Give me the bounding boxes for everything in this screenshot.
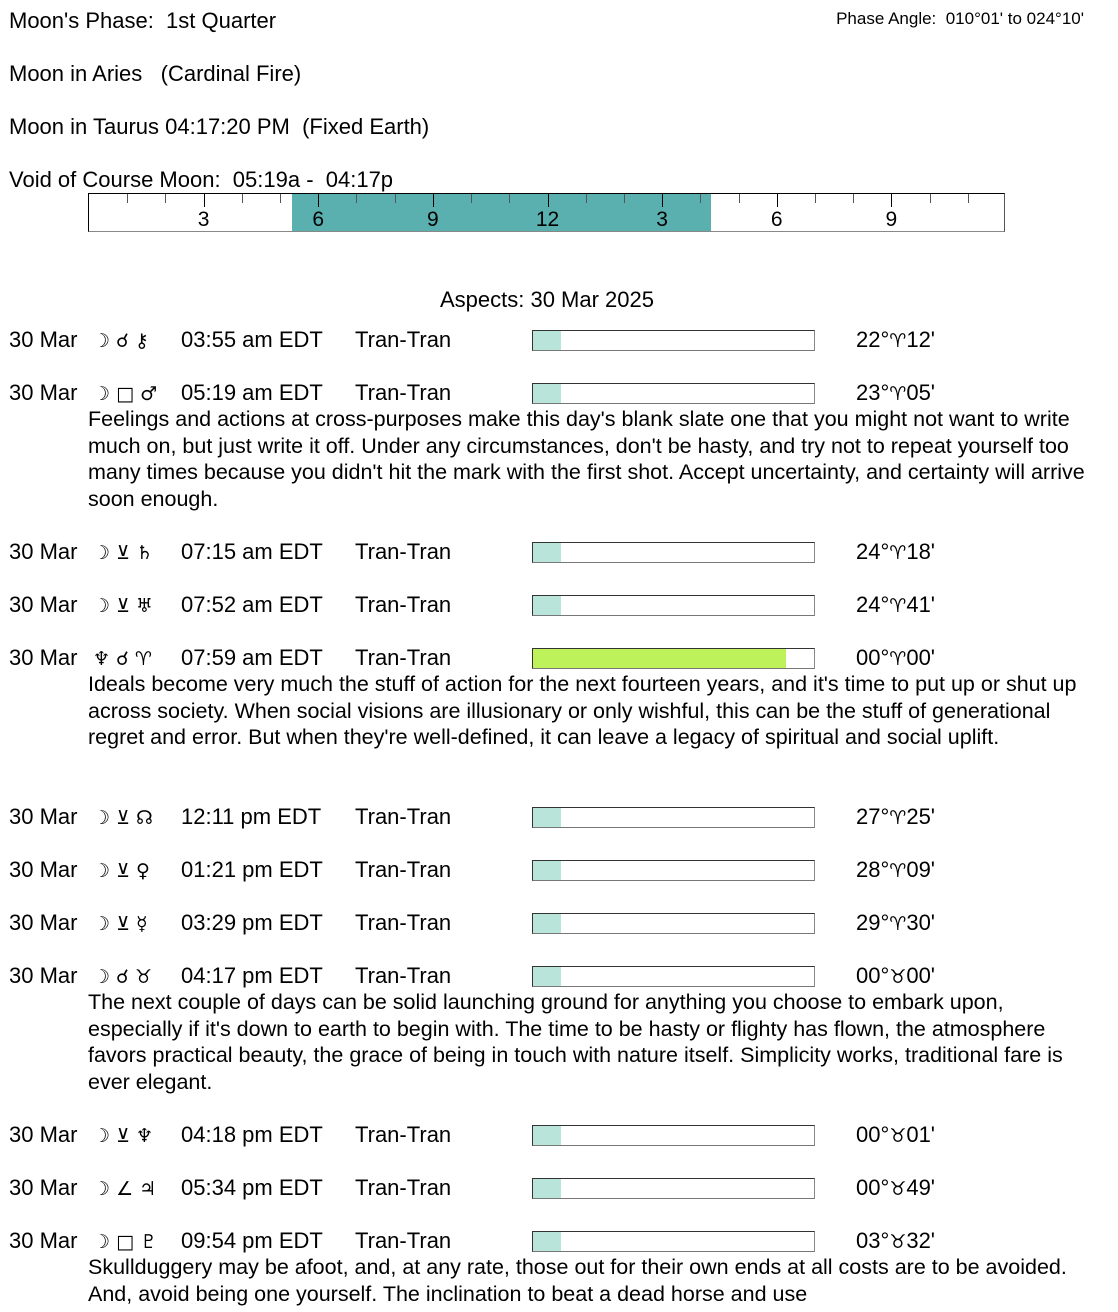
aspect-strength-fill [533, 808, 561, 827]
position-degrees: 24° [856, 592, 890, 617]
timeline-tick [891, 194, 892, 207]
aspect-strength-fill [533, 914, 561, 933]
aspect-type: Tran-Tran [355, 327, 452, 352]
moon-sign-label: Moon in Aries (Cardinal Fire) [9, 61, 302, 86]
aspect-strength-bar [532, 860, 815, 881]
position-degrees: 22° [856, 327, 890, 352]
zodiac-sign-icon: ♈ [889, 913, 907, 935]
aspect-position [856, 1175, 935, 1201]
position-degrees: 23° [856, 380, 890, 405]
aspect-strength-bar [532, 542, 815, 563]
aspect-position [856, 539, 935, 565]
aspect-date: 30 Mar [9, 539, 78, 564]
timeline-tick [624, 194, 625, 203]
timeline-hour-label: 3 [656, 208, 668, 231]
aspect-strength-fill [533, 649, 786, 668]
timeline-tick [433, 194, 434, 207]
aspect-strength-bar [532, 595, 815, 616]
zodiac-sign-icon: ♉ [889, 1231, 907, 1253]
timeline-tick [586, 194, 587, 203]
timeline-hour-label: 6 [770, 208, 783, 231]
position-degrees: 00° [856, 1175, 890, 1200]
position-degrees: 27° [856, 804, 890, 829]
aspect-description: The next couple of days can be solid launching ground for anything you choose to embark upon, especially if it's down to earth to begin with. The time to be hasty or flighty has flown, the atmosphere favors practical beauty, the grace of being in touch with nature itself. Simplicity works, traditional fare is ever elegant. [88, 990, 1063, 1094]
aspect-position [856, 857, 935, 883]
position-minutes: 01' [906, 1122, 935, 1147]
aspect-type: Tran-Tran [355, 1122, 452, 1147]
position-minutes: 05' [906, 380, 935, 405]
aspect-type: Tran-Tran [355, 380, 452, 405]
timeline-tick [548, 194, 549, 207]
aspect-strength-fill [533, 384, 561, 403]
aspect-strength-fill [533, 861, 561, 880]
aspect-type: Tran-Tran [355, 804, 452, 829]
aspect-position [856, 963, 935, 989]
aspect-position [856, 327, 935, 353]
timeline-tick [968, 194, 969, 203]
timeline-tick [127, 194, 128, 203]
aspect-date: 30 Mar [9, 804, 78, 829]
aspect-glyphs-icon: ☽ ☌ ⚷ [93, 330, 149, 352]
aspect-strength-fill [533, 967, 561, 986]
timeline-tick [777, 194, 778, 207]
aspect-strength-bar [532, 383, 815, 404]
aspect-position [856, 1228, 935, 1254]
timeline-hour-label: 12 [535, 208, 560, 231]
zodiac-sign-icon: ♈ [889, 542, 907, 564]
aspect-glyphs-icon: ♆ ☌ ♈ [93, 648, 152, 670]
timeline-tick [395, 194, 396, 203]
aspect-time: 05:34 pm EDT [181, 1175, 323, 1200]
aspect-type: Tran-Tran [355, 910, 452, 935]
aspect-strength-bar [532, 807, 815, 828]
aspect-time: 04:18 pm EDT [181, 1122, 323, 1147]
aspect-strength-bar [532, 330, 815, 351]
position-degrees: 28° [856, 857, 890, 882]
zodiac-sign-icon: ♈ [889, 648, 907, 670]
timeline-tick [165, 194, 166, 203]
aspect-time: 03:55 am EDT [181, 327, 323, 352]
aspect-position [856, 380, 935, 406]
timeline-hour-label: 6 [312, 208, 325, 231]
position-degrees: 00° [856, 645, 890, 670]
aspect-glyphs-icon: ☽ ⊻ ♄ [93, 542, 154, 564]
aspect-date: 30 Mar [9, 327, 78, 352]
aspect-strength-bar [532, 1125, 815, 1146]
position-minutes: 25' [906, 804, 935, 829]
timeline-tick [204, 194, 205, 207]
aspect-type: Tran-Tran [355, 645, 452, 670]
timeline-tick [700, 194, 701, 203]
aspect-time: 07:52 am EDT [181, 592, 323, 617]
position-minutes: 00' [906, 645, 935, 670]
aspect-time: 04:17 pm EDT [181, 963, 323, 988]
aspect-glyphs-icon: ☽ ∠ ♃ [93, 1178, 157, 1200]
aspect-date: 30 Mar [9, 1228, 78, 1253]
aspect-strength-fill [533, 1126, 561, 1145]
timeline-tick [471, 194, 472, 203]
aspect-type: Tran-Tran [355, 1228, 452, 1253]
position-minutes: 32' [906, 1228, 935, 1253]
aspect-date: 30 Mar [9, 592, 78, 617]
aspect-glyphs-icon: ☽ □ ♇ [93, 1231, 158, 1253]
moon-ingress-label: Moon in Taurus 04:17:20 PM (Fixed Earth) [9, 114, 430, 139]
aspect-time: 07:59 am EDT [181, 645, 323, 670]
aspect-type: Tran-Tran [355, 963, 452, 988]
timeline-tick [280, 194, 281, 203]
aspect-date: 30 Mar [9, 910, 78, 935]
aspect-strength-bar [532, 648, 815, 669]
aspect-type: Tran-Tran [355, 1175, 452, 1200]
aspects-title: Aspects: 30 Mar 2025 [439, 287, 654, 312]
position-minutes: 00' [906, 963, 935, 988]
aspect-glyphs-icon: ☽ ⊻ ☿ [93, 913, 148, 935]
position-degrees: 03° [856, 1228, 890, 1253]
zodiac-sign-icon: ♉ [889, 966, 907, 988]
aspect-description: Ideals become very much the stuff of action for the next fourteen years, and it's time to put up or shut up across society. When social visions are illusionary or only wishful, this can be the stuff of generational regret and error. But when they're well-defined, it can leave a legacy of spiritual and social uplift. [88, 672, 1077, 749]
aspect-description: Feelings and actions at cross-purposes make this day's blank slate one that you might not want to write much on, but just write it off. Under any circumstances, don't be hasty, and try not to repeat yourself too many times because you didn't hit the mark with the first shot. Accept uncertainty, and certainty will arrive soon enough. [88, 407, 1085, 511]
aspect-date: 30 Mar [9, 1122, 78, 1147]
aspect-date: 30 Mar [9, 645, 78, 670]
position-minutes: 30' [906, 910, 935, 935]
position-degrees: 24° [856, 539, 890, 564]
aspect-position [856, 910, 935, 936]
position-minutes: 41' [906, 592, 935, 617]
position-degrees: 00° [856, 1122, 890, 1147]
void-of-course-timeline [88, 193, 1005, 232]
aspect-strength-fill [533, 596, 561, 615]
timeline-tick [739, 194, 740, 203]
position-degrees: 00° [856, 963, 890, 988]
zodiac-sign-icon: ♈ [889, 595, 907, 617]
timeline-tick [662, 194, 663, 207]
aspect-glyphs-icon: ☽ ⊻ ♅ [93, 595, 154, 617]
timeline-tick [853, 194, 854, 203]
aspect-type: Tran-Tran [355, 592, 452, 617]
aspect-strength-bar [532, 966, 815, 987]
aspect-type: Tran-Tran [355, 857, 452, 882]
aspect-date: 30 Mar [9, 857, 78, 882]
aspect-type: Tran-Tran [355, 539, 452, 564]
aspect-date: 30 Mar [9, 963, 78, 988]
aspect-time: 01:21 pm EDT [181, 857, 323, 882]
aspect-time: 05:19 am EDT [181, 380, 323, 405]
aspect-strength-fill [533, 543, 561, 562]
aspect-date: 30 Mar [9, 1175, 78, 1200]
aspect-strength-bar [532, 1231, 815, 1252]
zodiac-sign-icon: ♈ [889, 383, 907, 405]
aspect-strength-fill [533, 1179, 561, 1198]
zodiac-sign-icon: ♈ [889, 807, 907, 829]
aspect-position [856, 645, 935, 671]
aspect-strength-fill [533, 331, 561, 350]
aspect-strength-bar [532, 913, 815, 934]
timeline-hour-label: 3 [197, 208, 210, 231]
aspect-position [856, 804, 935, 830]
timeline-hour-label: 9 [427, 208, 439, 231]
aspect-glyphs-icon: ☽ ☌ ♉ [93, 966, 152, 988]
position-minutes: 09' [906, 857, 935, 882]
position-minutes: 49' [906, 1175, 935, 1200]
aspect-time: 09:54 pm EDT [181, 1228, 323, 1253]
phase-angle-label: Phase Angle: 010°01' to 024°10' [836, 9, 1084, 28]
timeline-hour-label: 9 [885, 208, 898, 231]
moon-phase-label: Moon's Phase: 1st Quarter [9, 8, 277, 33]
aspect-time: 12:11 pm EDT [181, 804, 322, 829]
timeline-tick [815, 194, 816, 203]
aspect-glyphs-icon: ☽ ⊻ ☊ [93, 807, 153, 829]
zodiac-sign-icon: ♈ [889, 330, 907, 352]
aspect-time: 03:29 pm EDT [181, 910, 323, 935]
void-of-course-label: Void of Course Moon: 05:19a - 04:17p [9, 167, 394, 192]
timeline-tick [509, 194, 510, 203]
aspect-date: 30 Mar [9, 380, 78, 405]
aspect-position [856, 592, 935, 618]
aspect-glyphs-icon: ☽ ⊻ ♆ [93, 1125, 154, 1147]
timeline-tick [930, 194, 931, 203]
void-of-course-shade [292, 194, 711, 231]
aspect-position [856, 1122, 935, 1148]
position-minutes: 12' [906, 327, 935, 352]
timeline-tick [356, 194, 357, 203]
aspect-time: 07:15 am EDT [181, 539, 323, 564]
aspect-strength-fill [533, 1232, 561, 1251]
zodiac-sign-icon: ♈ [889, 860, 907, 882]
aspect-description: Skullduggery may be afoot, and, at any rate, those out for their own ends at all costs are to be avoided. And, avoid being one yourself. The inclination to beat a dead horse and use [88, 1255, 1067, 1306]
aspect-strength-bar [532, 1178, 815, 1199]
zodiac-sign-icon: ♉ [889, 1125, 907, 1147]
timeline-tick [242, 194, 243, 203]
aspect-glyphs-icon: ☽ ⊻ ♀ [93, 860, 150, 882]
position-minutes: 18' [906, 539, 935, 564]
position-degrees: 29° [856, 910, 890, 935]
timeline-tick [318, 194, 319, 207]
aspect-glyphs-icon: ☽ □ ♂ [93, 383, 158, 405]
zodiac-sign-icon: ♉ [889, 1178, 907, 1200]
